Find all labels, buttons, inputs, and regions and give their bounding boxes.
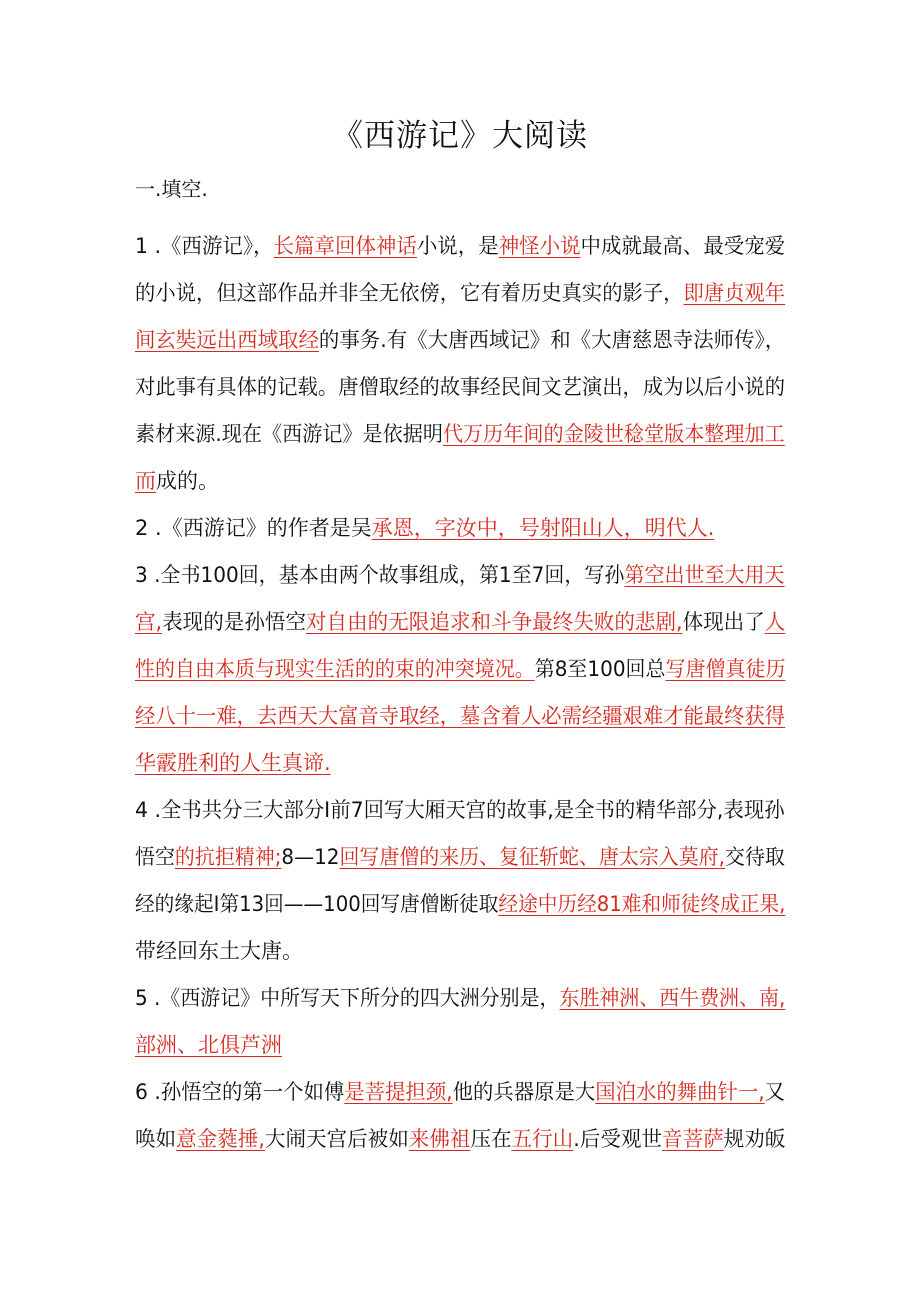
text-line <box>135 414 785 454</box>
text-line <box>135 696 785 736</box>
answer-text: 的抗拒精神; <box>174 845 282 869</box>
text-segment: .后受观世 <box>573 1127 663 1151</box>
answer-text: 而 <box>135 469 156 493</box>
answer-text: 间玄奘远出西域取经 <box>135 328 319 352</box>
answer-text: 经途中历经81难和师徒终成正果, <box>498 892 786 916</box>
text-segment: 8—12 <box>281 845 340 869</box>
document-title: 《西游记》大阅读 <box>332 118 588 154</box>
text-segment: 带经回东土大唐。 <box>135 939 303 963</box>
text-line <box>135 555 785 595</box>
answer-text: 第空出世至大用天 <box>624 563 785 587</box>
text-segment: 素材来源.现在《西游记》是依据明 <box>135 422 443 446</box>
text-line <box>135 1025 282 1065</box>
text-line <box>135 320 785 360</box>
answer-text: 五行山 <box>511 1127 574 1151</box>
text-segment: 又 <box>764 1080 786 1104</box>
text-segment: 小说，是 <box>416 234 499 258</box>
answer-text: 来佛祖 <box>408 1127 471 1151</box>
text-line <box>135 790 785 830</box>
text-line <box>135 273 785 313</box>
text-segment: 4 .全书共分三大部分I前7回写大厢天宫的故事,是全书的精华部分,表现孙 <box>135 798 785 822</box>
text-line <box>135 226 785 266</box>
answer-text: 对自由的无限追求和斗争最终失败的悲剧, <box>306 610 683 634</box>
text-segment: 交待取 <box>725 845 785 869</box>
answer-text: 回写唐僧的来历、复征斩蛇、唐太宗入莫府, <box>339 845 726 869</box>
text-line <box>135 978 785 1018</box>
text-line <box>135 884 785 924</box>
text-segment: 表现的是孙悟空 <box>162 610 307 634</box>
answer-text: 国泊水的舞曲针一, <box>595 1080 765 1104</box>
text-segment: 唤如 <box>135 1127 177 1151</box>
text-line <box>135 649 785 689</box>
answer-text: 宫, <box>135 610 163 634</box>
answer-text: 即唐贞观年 <box>683 281 786 305</box>
text-segment: 第8至100回总 <box>534 657 666 681</box>
text-segment: 的事务.有《大唐西域记》和《大唐慈恩寺法师传》， <box>318 328 786 352</box>
section-heading: 一.填空. <box>135 177 208 201</box>
answer-text: 代万历年间的金陵世稔堂版本整理加工 <box>442 422 785 446</box>
text-segment: 体现出了 <box>682 610 765 634</box>
text-segment: 他的兵器原是大 <box>452 1080 596 1104</box>
text-segment: 经的缘起I第13回——100回写唐僧断徒取 <box>135 892 499 916</box>
text-segment: 5 .《西游记》中所写天下所分的四大洲分别是， <box>135 986 560 1010</box>
text-line <box>135 367 785 407</box>
text-line <box>135 461 219 501</box>
text-segment: 对此事有具体的记载。唐僧取经的故事经民间文艺演出，成为以后小说的 <box>135 375 786 399</box>
text-line <box>135 931 303 971</box>
answer-text: 写唐僧真徒历 <box>665 657 786 681</box>
text-segment: 3 .全书100回，基本由两个故事组成，第1至7回，写孙 <box>135 563 625 587</box>
answer-text: 性的自由本质与现实生活的的束的冲突境况。 <box>135 657 535 681</box>
answer-text: 人 <box>764 610 786 634</box>
text-line <box>135 837 785 877</box>
text-segment: 规劝皈 <box>723 1127 786 1151</box>
answer-text: 神怪小说 <box>498 234 581 258</box>
text-line <box>135 1072 785 1112</box>
text-line <box>135 602 785 642</box>
answer-text: 经八十一难，去西天大富音寺取经，墓含着人必需经疆艰难才能最终获得 <box>135 704 786 728</box>
answer-text: 长篇章回体神话 <box>273 234 417 258</box>
text-segment: 2 .《西游记》的作者是吴 <box>135 516 372 540</box>
answer-text: 东胜神洲、西牛费洲、南, <box>559 986 786 1010</box>
text-segment: 压在 <box>470 1127 512 1151</box>
answer-text: 部洲、北俱芦洲 <box>135 1033 282 1057</box>
answer-text: 是菩提担颈, <box>344 1080 453 1104</box>
text-segment: 大闹天宫后被如 <box>264 1127 409 1151</box>
answer-text: 承恩，字汝中，号射阳山人，明代人. <box>371 516 715 540</box>
text-line <box>135 1119 785 1159</box>
answer-text: 意金蕤捶, <box>176 1127 265 1151</box>
answer-text: 音菩萨 <box>662 1127 724 1151</box>
text-line <box>135 743 331 783</box>
text-segment: 悟空 <box>135 845 175 869</box>
text-segment: 中成就最高、最受宠爱 <box>580 234 786 258</box>
text-segment: 成的。 <box>156 469 219 493</box>
text-line <box>135 508 714 548</box>
answer-text: 华霰胜利的人生真谛. <box>135 751 331 775</box>
text-segment: 1 .《西游记》， <box>135 234 274 258</box>
text-segment: 的小说，但这部作品并非全无依傍，它有着历史真实的影子， <box>135 281 684 305</box>
text-segment: 6 .孙悟空的第一个如傅 <box>135 1080 345 1104</box>
